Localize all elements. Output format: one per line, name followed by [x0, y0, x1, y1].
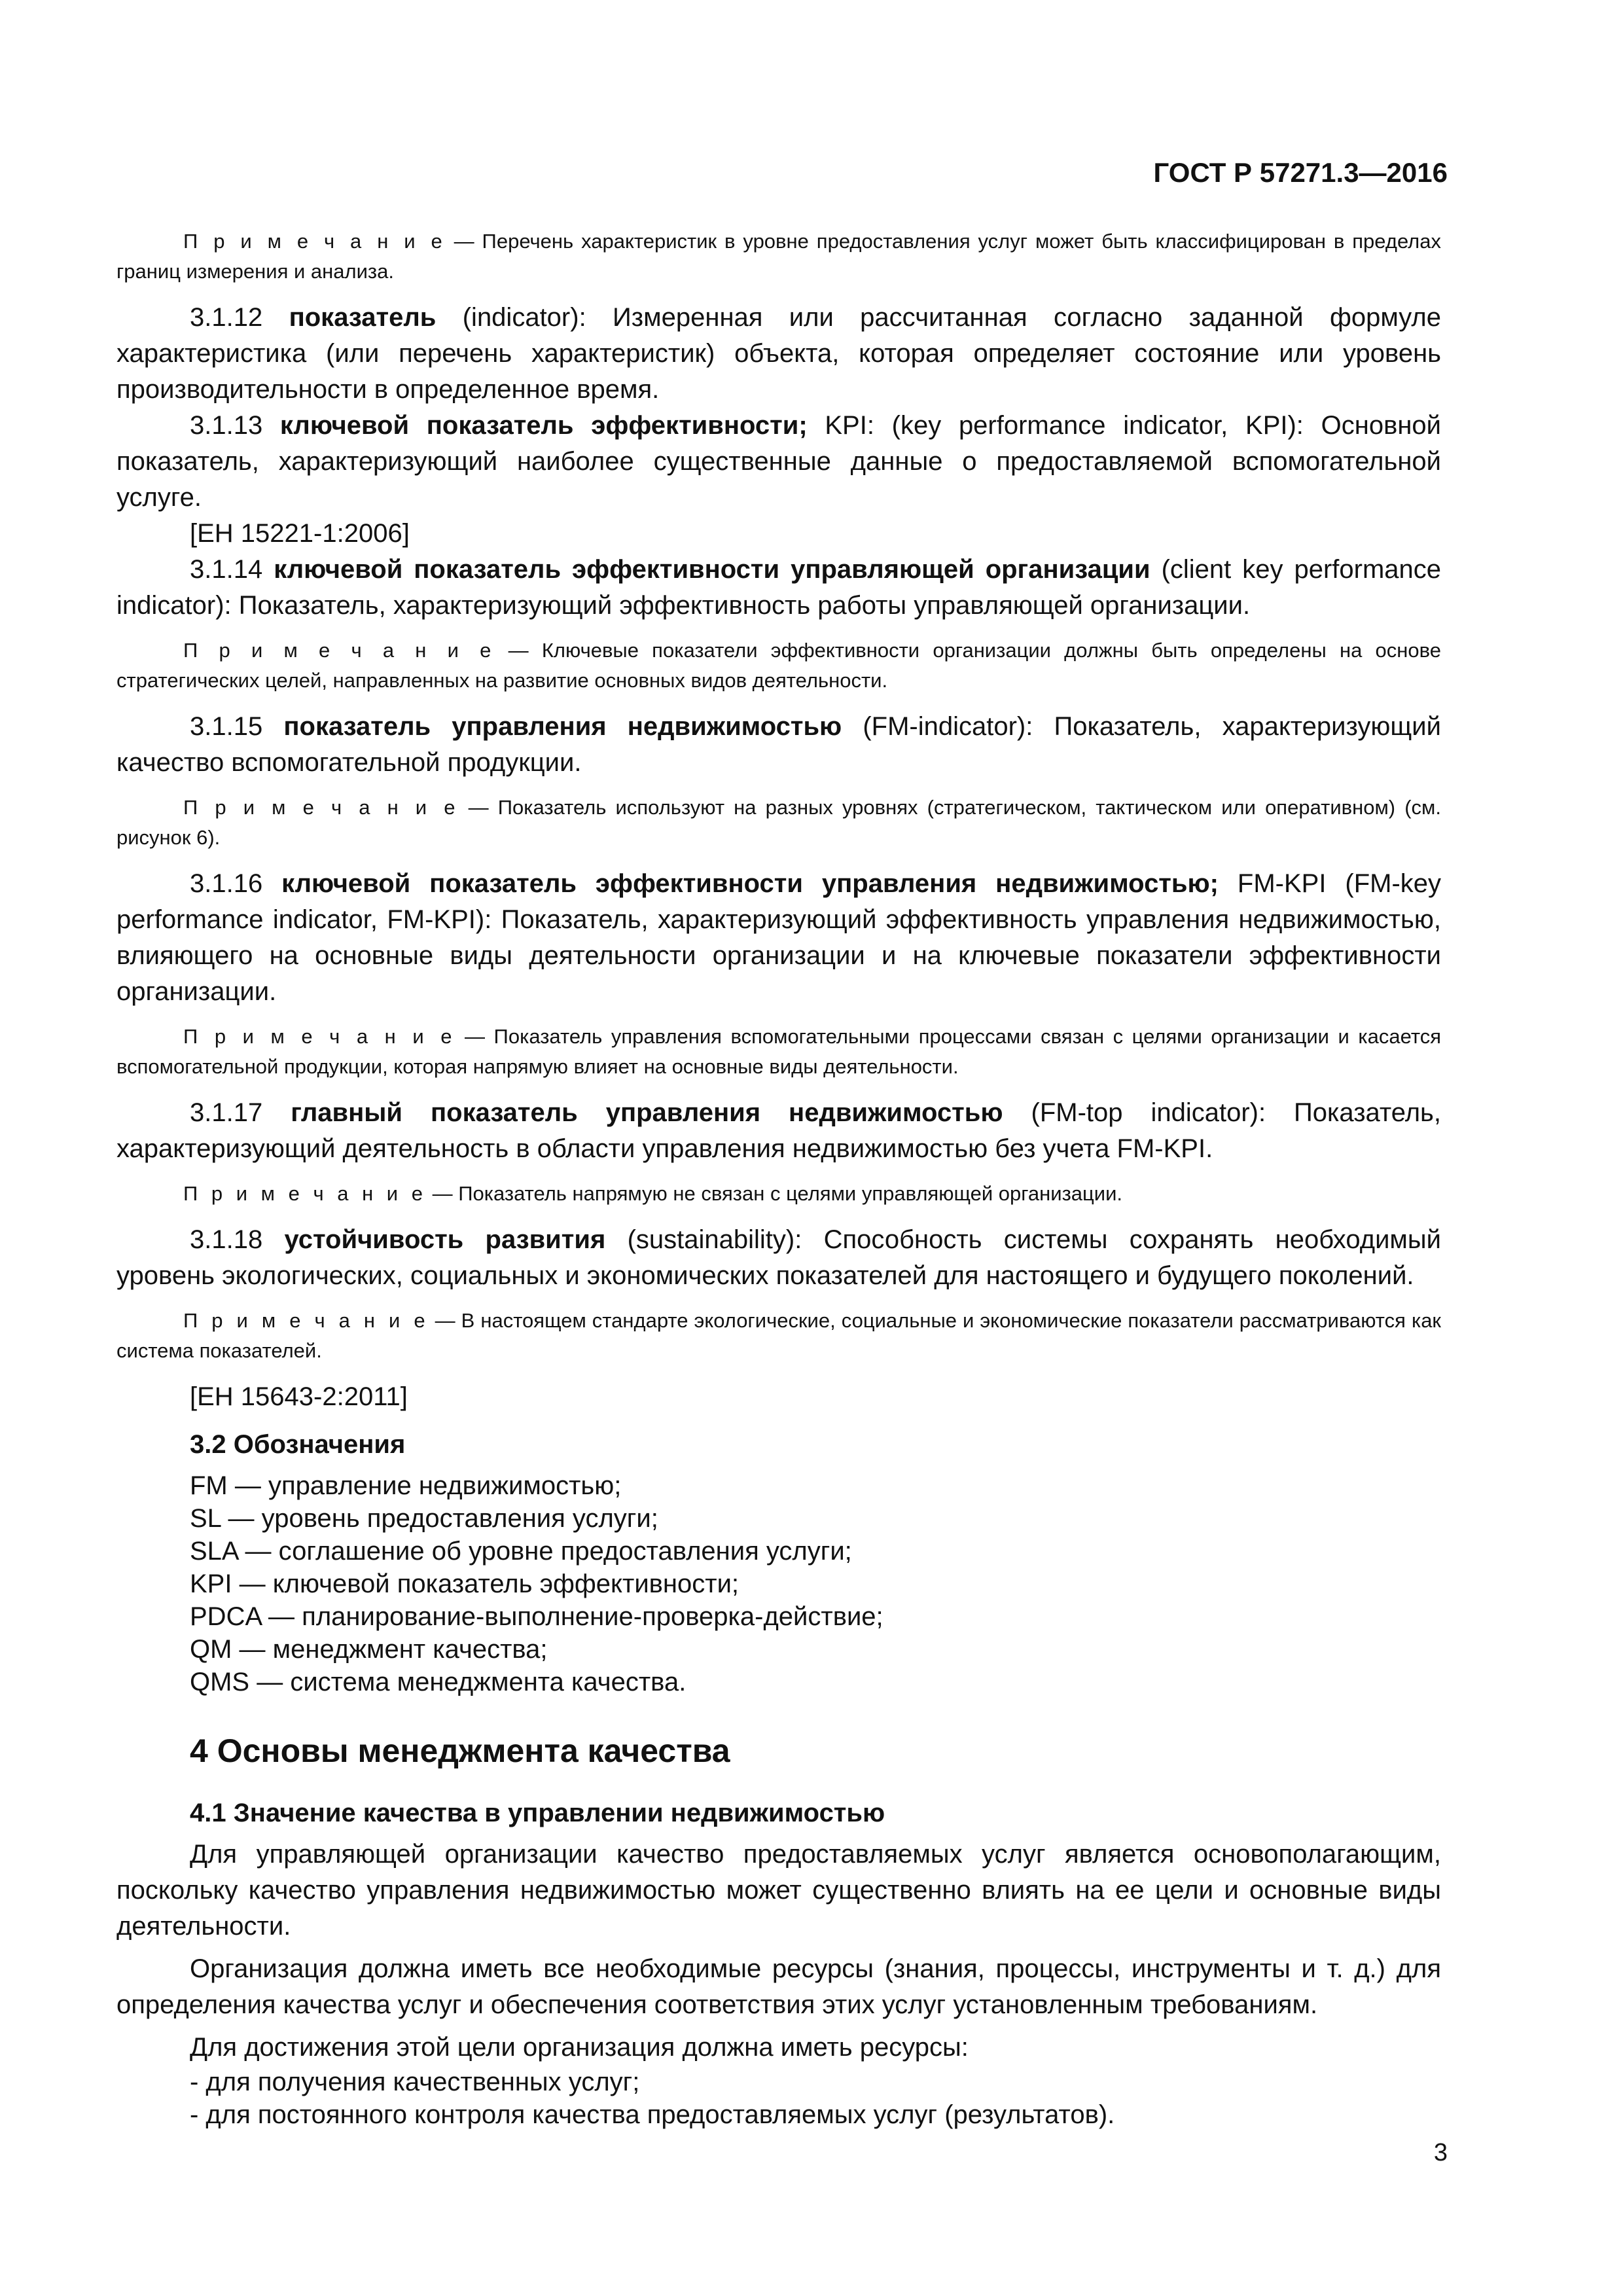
term-title: показатель [289, 303, 437, 332]
term-number: 3.1.13 [190, 411, 280, 440]
term-title: ключевой показатель эффективности; [279, 411, 808, 440]
term-definition: (indicator): Измеренная или рассчитанная согласно заданной формуле характеристика (или перечень характеристик) объекта, которая определяет состояние или уровень производительности в определенное время. [116, 303, 1442, 404]
term-number: 3.1.18 [190, 1225, 285, 1254]
abbreviation-item: FM — управление недвижимостью; [190, 1471, 622, 1500]
page-number: 3 [1433, 2139, 1448, 2166]
note-3-1-15 [116, 793, 1441, 853]
term-3-1-14 [116, 552, 1441, 624]
term-title: ключевой показатель эффективности управляющей организации [274, 555, 1150, 584]
note-3-1-11 [116, 226, 1441, 287]
note-prefix: П р и м е ч а н и е [183, 1182, 427, 1205]
term-number: 3.1.12 [190, 303, 289, 332]
note-text: — Показатель управления вспомогательными процессами связан с целями организации и касается вспомогательной продукции, которая напрямую влияет на основные виды деятельности. [116, 1025, 1441, 1078]
note-3-1-14 [116, 636, 1441, 696]
term-title: устойчивость развития [284, 1225, 606, 1254]
abbreviations-list [116, 1469, 1441, 1698]
note-prefix: П р и м е ч а н и е [183, 1025, 456, 1048]
note-prefix: П р и м е ч а н и е [183, 639, 495, 662]
note-3-1-16 [116, 1022, 1441, 1082]
term-3-1-12 [116, 300, 1441, 408]
term-3-1-13 [116, 408, 1441, 516]
term-title: показатель управления недвижимостью [283, 712, 842, 741]
abbreviation-item: QM — менеджмент качества; [190, 1635, 548, 1664]
note-prefix: П р и м е ч а н и е [183, 796, 459, 819]
term-3-1-18 [116, 1222, 1441, 1294]
note-text: — Показатель напрямую не связан с целями управляющей организации. [426, 1182, 1123, 1205]
term-number: 3.1.14 [190, 555, 274, 584]
term-3-1-17 [116, 1095, 1441, 1167]
note-text: — В настоящем стандарте экологические, социальные и экономические показатели рассматриваются как система показателей. [116, 1309, 1441, 1362]
note-3-1-18 [116, 1306, 1441, 1366]
term-3-1-16 [116, 866, 1441, 1010]
note-text: — Перечень характеристик в уровне предоставления услуг может быть классифицирован в пределах границ измерения и анализа. [116, 230, 1441, 283]
list-item: - для постоянного контроля качества предоставляемых услуг (результатов). [190, 2100, 1115, 2129]
term-definition: (FM-top indicator): Показатель, характеризующий деятельность в области управления недвижимостью без учета FM-KPI. [116, 1098, 1442, 1163]
note-text: — Показатель используют на разных уровнях (стратегическом, тактическом или оперативном) (см. рисунок 6). [116, 796, 1441, 849]
paragraph: Для управляющей организации качество предоставляемых услуг является основополагающим, поскольку качество управления недвижимостью может существенно влиять на ее цели и основные виды деятельности. [116, 1840, 1441, 1941]
subsection-4-1-heading: 4.1 Значение качества в управлении недвижимостью [190, 1799, 885, 1827]
term-number: 3.1.15 [190, 712, 284, 741]
term-definition: (FM-indicator): Показатель, характеризующий качество вспомогательной продукции. [116, 712, 1441, 777]
abbreviation-item: KPI — ключевой показатель эффективности; [190, 1570, 740, 1598]
paragraph: Организация должна иметь все необходимые ресурсы (знания, процессы, инструменты и т. д.) для определения качества услуг и обеспечения соответствия этих услуг установленным требованиям. [116, 1954, 1441, 2019]
note-text: — Ключевые показатели эффективности организации должны быть определены на основе стратегических целей, направленных на развитие основных видов деятельности. [116, 639, 1441, 692]
section-4-heading: 4 Основы менеджмента качества [190, 1732, 730, 1769]
term-definition: (client key performance indicator): Показатель, характеризующий эффективность работы управляющей организации. [116, 555, 1441, 620]
term-3-1-15 [116, 709, 1441, 781]
term-title: ключевой показатель эффективности управления недвижимостью; [281, 869, 1219, 898]
term-definition: (sustainability): Способность системы сохранять необходимый уровень экологических, социальных и экономических показателей для настоящего и будущего поколений. [116, 1225, 1442, 1290]
abbreviation-item: QMS — система менеджмента качества. [190, 1668, 687, 1696]
abbreviation-item: PDCA — планирование-выполнение-проверка-действие; [190, 1602, 883, 1631]
resources-list [116, 2066, 1441, 2131]
note-prefix: П р и м е ч а н и е [183, 1309, 429, 1332]
term-definition: FM-KPI (FM-key performance indicator, FM-KPI): Показатель, характеризующий эффективность управления недвижимостью, влияющего на основные виды деятельности организации и на ключевые показатели эффективности организации. [116, 869, 1442, 1006]
term-number: 3.1.17 [190, 1098, 291, 1127]
term-number: 3.1.16 [190, 869, 282, 898]
term-3-1-13-reference: [ЕН 15221-1:2006] [190, 519, 410, 548]
abbreviation-item: SL — уровень предоставления услуги; [190, 1504, 658, 1533]
note-3-1-17 [116, 1179, 1441, 1209]
term-3-1-18-reference: [ЕН 15643-2:2011] [190, 1382, 408, 1411]
page-content [116, 226, 1441, 2131]
list-item: - для получения качественных услуг; [190, 2068, 640, 2096]
abbreviations-heading: 3.2 Обозначения [190, 1430, 406, 1459]
paragraph: Для достижения этой цели организация должна иметь ресурсы: [190, 2033, 969, 2062]
term-title: главный показатель управления недвижимостью [291, 1098, 1003, 1127]
note-prefix: П р и м е ч а н и е [183, 230, 446, 253]
document-header-standard: ГОСТ Р 57271.3—2016 [1153, 157, 1448, 188]
abbreviation-item: SLA — соглашение об уровне предоставления услуги; [190, 1537, 852, 1566]
term-definition: KPI: (key performance indicator, KPI): Основной показатель, характеризующий наиболее существенные данные о предоставляемой вспомогательной услуге. [116, 411, 1442, 512]
